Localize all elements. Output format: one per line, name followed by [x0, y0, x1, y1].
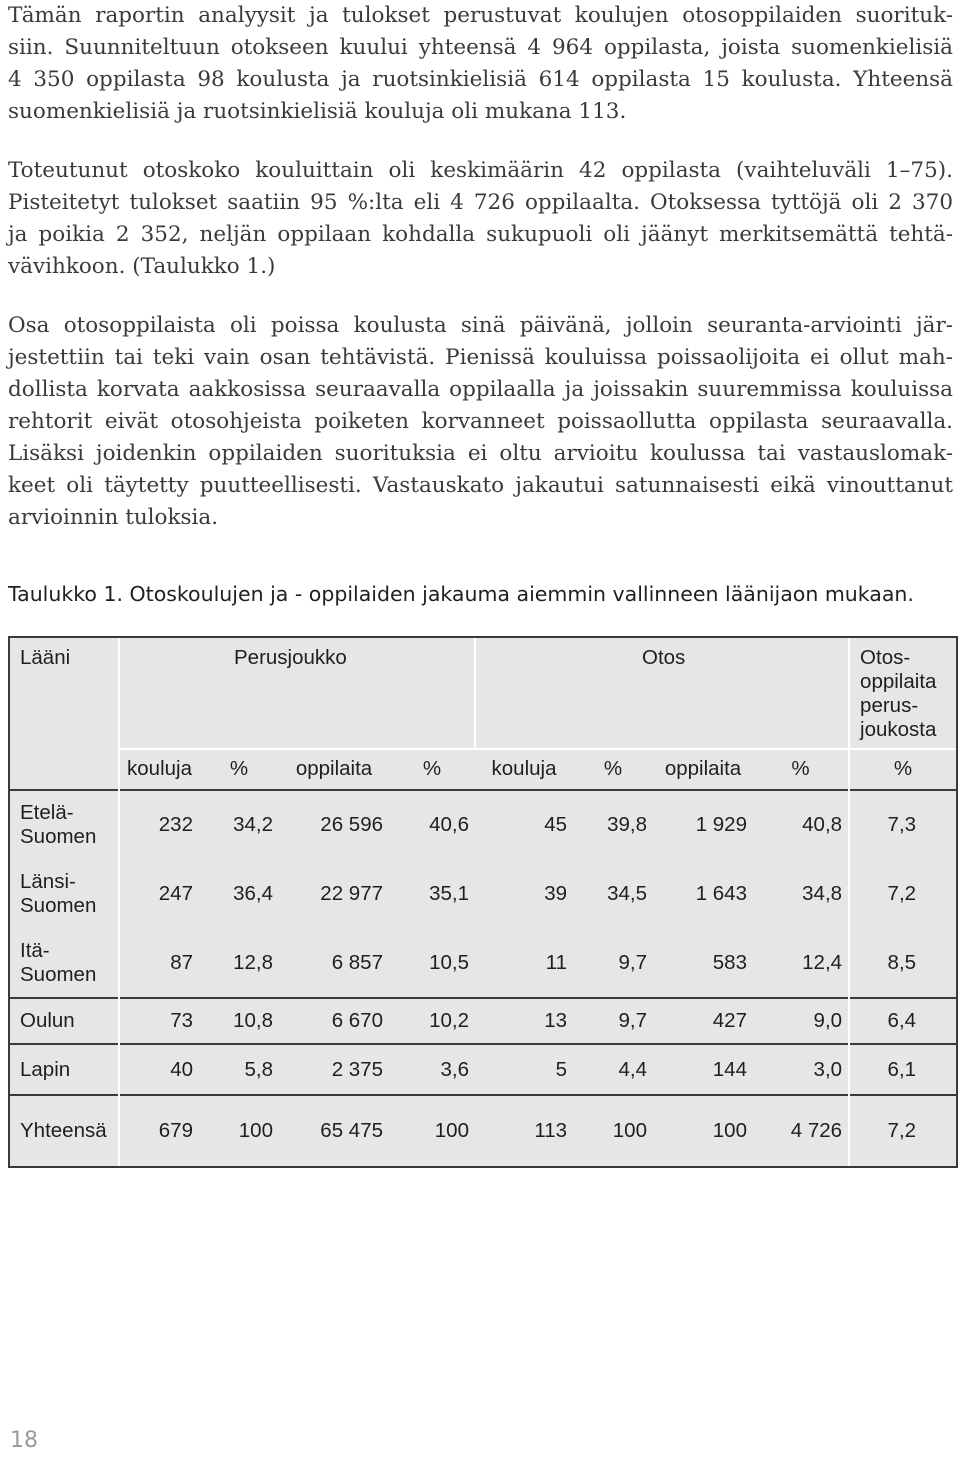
sub-header-cell: %	[573, 749, 653, 789]
table-row	[9, 790, 957, 860]
table-cell: 73	[119, 998, 199, 1044]
row-label: Itä-Suomen	[9, 928, 119, 998]
text-line: Pisteitetyt tulokset saatiin 95 %:lta eli 4 726 oppilaalta. Otoksessa tyttöjä oli 2 370	[8, 190, 953, 215]
table-cell: 40	[119, 1044, 199, 1094]
table-cell: 34,5	[607, 881, 647, 905]
table-cell: 11	[545, 950, 567, 974]
text-line: siin. Suunniteltuun otokseen kuului yhteensä 4 964 oppilasta, joista suomenkielisiä	[8, 35, 953, 60]
table-cell: 10,8	[199, 998, 279, 1044]
text-line: Tämän raportin analyysit ja tulokset perustuvat koulujen otosoppilaiden suorituk-	[8, 3, 953, 28]
text-line: suomenkielisiä ja ruotsinkielisiä kouluja oli mukana 113.	[8, 99, 627, 124]
table-cell: 40,8	[753, 790, 849, 860]
table-cell: 10,5	[429, 950, 469, 974]
table-cell: 40,6	[389, 790, 475, 860]
row-label: Yhteensä	[9, 1095, 119, 1167]
text-line: Osa otosoppilaista oli poissa koulusta sinä päivänä, jolloin seuranta-arviointi jär-	[8, 313, 953, 338]
table-cell: 113	[475, 1095, 573, 1167]
table-row	[9, 998, 957, 1044]
table-cell: 4,4	[573, 1044, 653, 1094]
table-row	[9, 1044, 957, 1094]
row-label: Etelä-Suomen	[9, 790, 119, 860]
table-cell: 10,2	[389, 998, 475, 1044]
table-cell: 3,6	[389, 1044, 475, 1094]
table-cell: 232	[119, 790, 199, 860]
distribution-table	[8, 636, 958, 1168]
page-number: 18	[10, 1428, 38, 1453]
table-cell: 427	[653, 998, 753, 1044]
table-cell: 87	[119, 928, 199, 998]
table-cell: 5,8	[199, 1044, 279, 1094]
sub-header-cell: %	[199, 749, 279, 789]
text-line: dollista korvata aakkosissa seuraavalla oppilaalla ja joissakin suuremmissa kouluissa	[8, 377, 953, 402]
table-cell: 1 929	[653, 790, 753, 860]
table-cell: 65 475	[279, 1095, 389, 1167]
table-cell: 7,2	[849, 1095, 957, 1167]
table-row	[9, 928, 957, 998]
table-cell: 34,2	[199, 790, 279, 860]
table-cell: 6,1	[849, 1044, 957, 1094]
col-header-perusjoukko: Perusjoukko	[119, 637, 475, 749]
table-cell: 12,4	[802, 950, 843, 974]
total-row	[9, 1095, 957, 1167]
table-cell: 144	[653, 1044, 753, 1094]
sub-header-cell: oppilaita	[653, 749, 753, 789]
sub-header-cell: oppilaita	[279, 749, 389, 789]
table-cell: 39,8	[573, 790, 653, 860]
text-line: Toteutunut otoskoko kouluittain oli keskimäärin 42 oppilasta (vaihteluväli 1–75).	[8, 158, 953, 183]
paragraph-1	[8, 0, 953, 128]
paragraph-2	[8, 155, 953, 283]
group-header-row	[9, 637, 957, 749]
table-cell: 45	[475, 790, 573, 860]
paragraph-3	[8, 310, 953, 534]
table-cell: 34,8	[802, 881, 843, 905]
table-cell: 100	[389, 1095, 475, 1167]
table-cell: 22 977	[320, 881, 383, 905]
sub-header-cell: kouluja	[119, 749, 199, 789]
table-caption: Taulukko 1. Otoskoulujen ja - oppilaiden jakauma aiemmin vallinneen läänijaon mukaan.	[8, 582, 914, 606]
table-cell: 39	[544, 881, 567, 905]
table-cell: 679	[119, 1095, 199, 1167]
table-cell: 2 375	[279, 1044, 389, 1094]
table-cell: 1 643	[695, 881, 747, 905]
col-header-laani: Lääni	[9, 637, 119, 790]
row-label: Lapin	[9, 1044, 119, 1094]
table-cell: 6 670	[279, 998, 389, 1044]
table-cell: 7,3	[849, 790, 957, 860]
table-cell: 5	[475, 1044, 573, 1094]
text-line: Lisäksi joidenkin oppilaiden suorituksia ei oltu arvioitu koulussa tai vastauslomak-	[8, 441, 953, 466]
table-cell: 100	[653, 1095, 753, 1167]
table-cell: 247	[119, 860, 199, 928]
table-cell: 35,1	[429, 881, 469, 905]
table-cell: 13	[475, 998, 573, 1044]
sub-header-cell: %	[389, 749, 475, 789]
sub-header-cell: kouluja	[475, 749, 573, 789]
table-cell: 12,8	[233, 950, 273, 974]
sub-header-cell: %	[849, 749, 957, 789]
table-cell: 6 857	[331, 950, 383, 974]
sub-header-cell: %	[753, 749, 849, 789]
text-line: 4 350 oppilasta 98 koulusta ja ruotsinkielisiä 614 oppilasta 15 koulusta. Yhteensä	[8, 67, 953, 92]
table-cell: 26 596	[279, 790, 389, 860]
table-cell: 100	[573, 1095, 653, 1167]
text-line: jestettiin tai teki vain osan tehtävistä. Pienissä kouluissa poissaolijoita ei ollut mah-	[8, 345, 953, 370]
table-cell: 36,4	[233, 881, 273, 905]
row-label: Oulun	[9, 998, 119, 1044]
text-line: vävihkoon. (Taulukko 1.)	[8, 254, 276, 279]
text-line: keet oli täytetty puutteellisesti. Vastauskato jakautui satunnaisesti eikä vinouttanut	[8, 473, 953, 498]
col-header-otos: Otos	[475, 637, 849, 749]
table-cell: 8,5	[849, 928, 957, 998]
sub-header-row	[9, 749, 957, 789]
col-header-otos-share: Otos-oppilaita perus-joukosta	[849, 637, 957, 749]
text-line: rehtorit eivät otosohjeista poiketen korvanneet poissaollutta oppilasta seuraavalla.	[8, 409, 953, 434]
table-cell: 7,2	[849, 860, 957, 928]
table-cell: 4 726	[753, 1095, 849, 1167]
table-cell: 9,7	[573, 998, 653, 1044]
table-cell: 583	[712, 950, 747, 974]
table-cell: 9,7	[618, 950, 647, 974]
table-cell: 9,0	[753, 998, 849, 1044]
table-cell: 100	[199, 1095, 279, 1167]
text-line: ja poikia 2 352, neljän oppilaan kohdalla sukupuoli oli jäänyt merkitsemättä tehtä-	[8, 222, 953, 247]
row-label: Länsi-Suomen	[9, 860, 119, 928]
table-row	[9, 860, 957, 928]
text-line: arvioinnin tuloksia.	[8, 505, 219, 530]
table-cell: 3,0	[753, 1044, 849, 1094]
table-cell: 6,4	[849, 998, 957, 1044]
